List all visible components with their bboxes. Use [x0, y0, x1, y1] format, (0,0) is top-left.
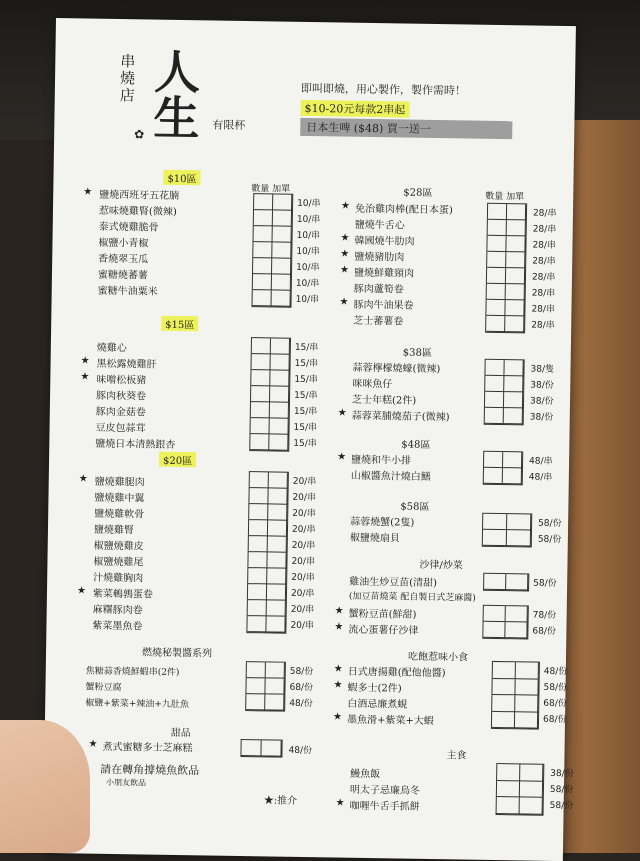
menu-item: 白酒忌廉煮蜆 — [347, 698, 408, 711]
menu-item: 鹽燒西班牙五花腩 — [99, 189, 180, 202]
star-icon: ★ — [340, 232, 350, 244]
star-icon: ★ — [334, 621, 344, 633]
price-column: 48/串 48/串 — [528, 456, 553, 483]
star-icon: ★ — [80, 355, 90, 367]
menu-item: 蟹粉豆苗(鮮甜) — [348, 608, 417, 621]
star-icon: ★ — [333, 679, 343, 691]
menu-item: 免治雞肉棒(配日本蛋) — [354, 203, 453, 217]
section-title-15: $15區 — [161, 316, 198, 332]
hand-holding-menu — [0, 720, 90, 853]
drink-note: 請在轉角撐燒魚飲品 — [100, 762, 200, 778]
section-title-10: $10區 — [163, 170, 200, 186]
menu-item: 鹽燒牛舌心 — [354, 219, 405, 232]
section-title-special: 燃燒秘製醬系列 — [141, 647, 213, 660]
star-icon: ★ — [88, 738, 98, 750]
menu-item: 椒鹽小青椒 — [98, 237, 149, 250]
menu-item: 鹽燒雞腎 — [93, 524, 135, 537]
menu-item: 韓國燒牛肋肉 — [354, 235, 415, 248]
price-column: 58/份 58/份 — [537, 518, 562, 546]
menu-item: 豚肉金菇卷 — [95, 406, 146, 419]
menu-item: 鹽燒雞腿肉 — [94, 476, 145, 489]
star-icon: ★ — [333, 663, 343, 675]
qty-grid[interactable] — [251, 193, 293, 308]
header-note: 即叫即燒，用心製作，製作需時！ — [300, 81, 467, 98]
menu-item: 日式唐揚雞(配他他醬) — [347, 666, 446, 680]
menu-item: 鰻魚飯 — [350, 768, 381, 781]
menu-item: 蒜蓉燒蟹(2隻) — [350, 516, 415, 529]
menu-item: 豚肉秋葵卷 — [95, 390, 147, 403]
star-icon: ★ — [332, 711, 343, 723]
qty-grid[interactable] — [482, 513, 533, 548]
drink-subnote: 小朋友飲品 — [105, 777, 147, 788]
star-icon: ★ — [78, 473, 88, 485]
qty-grid[interactable] — [485, 203, 527, 334]
menu-item: 椒鹽燒扇貝 — [349, 532, 400, 545]
header-promo: $10-20元每款2串起 — [300, 100, 409, 118]
menu-item: 鹽燒日本清熱銀杏 — [95, 438, 176, 451]
price-column: 38/份 58/份 58/份 — [549, 768, 574, 812]
menu-item: 惹味燒雞腎(微辣) — [98, 205, 177, 218]
menu-sheet — [43, 18, 576, 861]
menu-item: 蜜糖燒蕃薯 — [97, 269, 149, 282]
price-column: 28/串 28/串 28/串 28/串 28/串 28/串 28/串 28/串 — [531, 208, 557, 331]
menu-item: 明太子忌廉烏冬 — [349, 784, 420, 797]
qty-grid[interactable] — [245, 661, 286, 712]
price-column: 48/份 58/份 68/份 68/份 — [542, 666, 568, 726]
menu-item: 鹽燒雞中翼 — [94, 492, 145, 505]
menu-item: 豚肉牛油果卷 — [353, 299, 414, 312]
menu-item: (加豆苗燒菜 配自製日式芝麻醬) — [348, 591, 476, 604]
star-icon: ★ — [80, 371, 90, 383]
menu-item: 咪咪魚仔 — [352, 378, 393, 391]
star-icon: ★ — [339, 296, 349, 308]
section-title-main: 主食 — [446, 750, 467, 762]
legend-star: ★:推介 — [263, 795, 298, 807]
menu-item: 鹽燒雞軟骨 — [94, 508, 145, 521]
price-label: 48/份 — [288, 745, 313, 757]
star-icon: ★ — [83, 186, 93, 198]
star-icon: ★ — [335, 797, 345, 809]
star-icon: ★ — [337, 407, 347, 419]
logo-side-text: 串燒店 — [117, 52, 137, 105]
menu-item: 蒜蓉菜脯燒茄子(微辣) — [351, 410, 450, 424]
menu-item: 麻糬豚肉卷 — [92, 604, 143, 617]
menu-item: 椒鹽燒雞尾 — [93, 556, 144, 569]
star-icon: ★ — [340, 248, 350, 260]
section-title-veg: 沙律/炒菜 — [419, 559, 463, 572]
qty-grid[interactable] — [483, 573, 529, 592]
butterfly-icon: ✿ — [134, 127, 145, 142]
menu-item: 椒鹽燒雞皮 — [93, 540, 144, 553]
section-title-48: $48區 — [401, 439, 431, 451]
qty-grid[interactable] — [484, 359, 525, 426]
menu-item: 山椒醬魚汁燒白鱔 — [350, 470, 431, 483]
qty-grid[interactable] — [246, 471, 289, 634]
menu-item: 紫菜鵪鶉蛋卷 — [92, 588, 154, 601]
menu-item: 豆皮包蒜茸 — [95, 422, 146, 435]
menu-item: 蟹粉豆腐 — [85, 682, 122, 694]
star-icon: ★ — [340, 200, 351, 212]
price-label: 78/份 — [532, 610, 557, 621]
menu-item: 鹽燒鮮雞頸肉 — [353, 267, 415, 280]
menu-item: 紫菜墨魚卷 — [92, 620, 143, 633]
menu-item: 流心蛋薯仔沙律 — [348, 624, 419, 637]
price-column: 58/份 68/份 48/份 — [289, 666, 314, 710]
beer-offer: 日本生啤 ($48) 買一送一 — [300, 118, 512, 139]
menu-item: 咖喱牛舌手抓餅 — [349, 800, 420, 813]
menu-item: 蒜蓉檸檬燒蠔(微辣) — [352, 362, 441, 376]
price-column: 20/串 20/串 20/串 20/串 20/串 20/串 20/串 20/串 20/串 20/串 — [290, 476, 317, 632]
qty-grid[interactable] — [496, 763, 545, 816]
menu-item: 味噌松板豬 — [96, 374, 147, 387]
section-title-dessert: 甜品 — [170, 727, 191, 740]
menu-item: 雞油生炒豆苗(清甜) — [349, 576, 438, 590]
menu-item: 黑松露燒雞肝 — [96, 358, 157, 371]
logo-right-text: 有限杯 — [212, 118, 246, 132]
qty-grid[interactable] — [491, 661, 540, 730]
price-column: 15/串 15/串 15/串 15/串 15/串 15/串 15/串 — [293, 342, 319, 450]
price-label: 58/份 — [533, 578, 557, 589]
menu-item: 燒雞心 — [96, 342, 127, 355]
star-icon: ★ — [339, 264, 350, 276]
menu-item: 煮式蜜糖多士芝麻糕 — [102, 741, 193, 755]
menu-item: 豚肉蘆筍卷 — [353, 283, 404, 296]
qty-grid[interactable] — [482, 605, 529, 640]
qty-grid[interactable] — [483, 451, 524, 486]
qty-header: 數量 加單 — [251, 184, 291, 195]
menu-item: 鹽燒和牛小排 — [351, 454, 412, 467]
logo-main-text: 人生 — [146, 47, 202, 141]
menu-item: 芝士蕃薯卷 — [353, 315, 404, 328]
qty-grid[interactable] — [249, 337, 291, 452]
star-icon: ★ — [337, 451, 347, 463]
section-title-28: $28區 — [403, 187, 433, 199]
star-icon: ★ — [334, 605, 344, 617]
section-title-snacks: 吃飽惹味小食 — [407, 651, 469, 664]
section-title-38: $38區 — [402, 347, 432, 359]
menu-item: 椒鹽+紫菜+辣油+九肚魚 — [85, 698, 189, 711]
price-column: 38/隻 38/份 38/份 38/份 — [529, 364, 555, 423]
menu-item: 鹽燒豬肋肉 — [354, 251, 405, 264]
menu-item: 香燒翠玉瓜 — [98, 253, 149, 266]
section-title-20: $20區 — [159, 452, 196, 468]
star-icon: ★ — [76, 585, 87, 597]
menu-item: 芝士年糕(2件) — [351, 394, 417, 407]
menu-item: 蝦多士(2件) — [347, 682, 402, 695]
menu-item: 焦糖蒜香燒鮮蝦串(2件) — [85, 666, 180, 679]
price-label: 68/份 — [532, 626, 556, 637]
menu-item: 蜜糖牛油粟米 — [97, 285, 158, 298]
menu-item: 墨魚滑+紫菜+大蝦 — [346, 714, 434, 728]
qty-header: 數量 加單 — [485, 191, 525, 203]
menu-item: 汁燒雞胸肉 — [93, 572, 144, 585]
price-column: 10/串 10/串 10/串 10/串 10/串 10/串 10/串 — [295, 198, 321, 306]
section-title-58: $58區 — [400, 501, 430, 513]
menu-item: 泰式燒雞脆骨 — [98, 221, 159, 234]
qty-grid[interactable] — [240, 739, 282, 758]
